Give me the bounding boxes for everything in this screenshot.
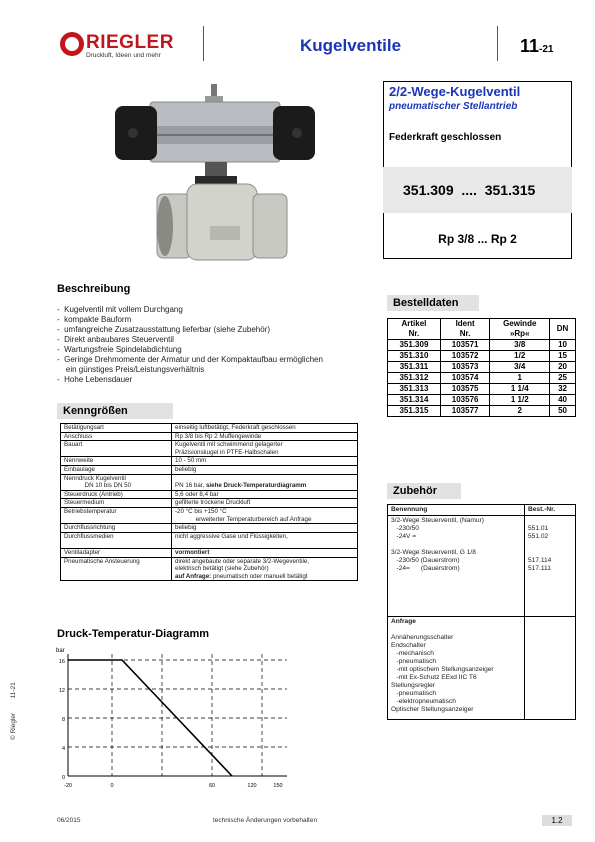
x-tick: 150 [273, 783, 283, 789]
product-spring-note: Federkraft geschlossen [389, 132, 502, 143]
table-row [388, 384, 576, 395]
table-cell: 351.314 [388, 395, 441, 406]
section-heading-zubehoer: Zubehör [387, 483, 461, 499]
table-cell: 351.313 [388, 384, 441, 395]
table-cell: 1 1/4 [490, 384, 550, 395]
table-row [61, 474, 358, 490]
table-cell: 15 [550, 351, 576, 362]
table-cell-key: Ventiladapter [61, 548, 172, 557]
table-cell: 103571 [440, 340, 489, 351]
table-row [61, 499, 358, 508]
table-cell: 103574 [440, 373, 489, 384]
table-cell: 103575 [440, 384, 489, 395]
table-cell-key: Durchflussrichtung [61, 524, 172, 533]
y-tick: 16 [58, 659, 65, 665]
table-cell-value: beliebig [172, 524, 358, 533]
table-cell: 25 [550, 373, 576, 384]
footer-date: 06/2015 [57, 817, 81, 824]
table-row [61, 441, 358, 457]
y-tick: 8 [61, 717, 65, 723]
diagram-ylabel: bar [56, 648, 65, 654]
table-cell: 103576 [440, 395, 489, 406]
table-cell: 20 [550, 362, 576, 373]
table-cell: 351.315 [388, 406, 441, 417]
zubehoer-block-valves: 3/2-Wege Steuerventil, (Namur) -230/50 -24V = 3/2-Wege Steuerventil, G 1/8 -230/50 (Dauerstrom) -24= (Dauerstrom) [388, 516, 525, 617]
table-cell: 103577 [440, 406, 489, 417]
table-cell-key: Betriebstemperatur [61, 507, 172, 523]
table-cell: 103573 [440, 362, 489, 373]
table-cell-key: Anschluss [61, 432, 172, 441]
bestelldaten-table [387, 318, 576, 417]
list-item: - Wartungsfreie Spindelabdichtung [57, 345, 182, 354]
x-tick: 120 [247, 783, 257, 789]
table-cell-value: beliebig [172, 465, 358, 474]
list-item: - Hohe Lebensdauer [57, 375, 133, 384]
table-cell-key: Nenndruck Kugelventil DN 10 bis DN 50 [61, 474, 172, 490]
section-heading-beschreibung: Beschreibung [57, 283, 131, 295]
table-row [388, 395, 576, 406]
table-cell: 3/8 [490, 340, 550, 351]
section-heading-diagram: Druck-Temperatur-Diagramm [57, 628, 210, 640]
table-cell-value: Kugelventil mit schwimmend gelagerter Präzisionskugel in PTFE-Halbschalen [172, 441, 358, 457]
zubehoer-table [387, 504, 576, 720]
table-row [61, 465, 358, 474]
table-cell-value: Rp 3/8 bis Rp 2 Muffengewinde [172, 432, 358, 441]
table-cell: 40 [550, 395, 576, 406]
table-row [388, 340, 576, 351]
section-heading-kenngroessen: Kenngrößen [57, 403, 173, 419]
table-row [61, 490, 358, 499]
y-tick: 0 [61, 775, 65, 781]
table-cell-value: einseitig luftbetätigt, Federkraft geschlossen [172, 424, 358, 433]
table-row [388, 351, 576, 362]
table-cell: 351.310 [388, 351, 441, 362]
table-cell: 351.311 [388, 362, 441, 373]
table-row [61, 432, 358, 441]
product-image [95, 76, 335, 266]
table-row [61, 532, 358, 548]
table-header-cell: Artikel Nr. [388, 319, 441, 340]
table-header-cell: Ident Nr. [440, 319, 489, 340]
table-header-cell: DN [550, 319, 576, 340]
table-cell: 1/2 [490, 351, 550, 362]
list-item: ein günstiges Preis/Leistungsverhältnis [57, 365, 205, 374]
x-tick: -20 [64, 783, 72, 789]
list-item: - Direkt anbaubares Steuerventil [57, 335, 174, 344]
table-cell-key: Einbaulage [61, 465, 172, 474]
footer-page-number: 1.2 [542, 815, 572, 826]
table-cell-key: Pneumatische Ansteuerung [61, 557, 172, 581]
product-subtitle: pneumatischer Stellantrieb [389, 101, 518, 112]
zubehoer-block-valves-nr: 551.01 551.02 517.114 517.111 [525, 516, 576, 617]
table-cell: 32 [550, 384, 576, 395]
brand-tagline: Druckluft, Ideen und mehr [86, 52, 161, 59]
table-cell-value: vormontiert [172, 548, 358, 557]
thread-range: Rp 3/8 ... Rp 2 [438, 232, 517, 246]
table-cell-value: gefilterte trockene Druckluft [172, 499, 358, 508]
table-cell: 351.312 [388, 373, 441, 384]
table-cell-value: PN 16 bar, siehe Druck-Temperaturdiagramm [172, 474, 358, 490]
table-cell: 1 1/2 [490, 395, 550, 406]
kenngroessen-table [60, 423, 358, 581]
table-cell-key: Nennweite [61, 457, 172, 466]
table-cell-value: direkt angebaute oder separate 3/2-Wegeventile, elektrisch betätigt (siehe Zubehör) auf Anfrage: pneumatisch oder manuell betätigt [172, 557, 358, 581]
table-row [61, 524, 358, 533]
pressure-temperature-diagram [52, 642, 297, 792]
table-cell-key: Steuerdruck (Antrieb) [61, 490, 172, 499]
footer-note: technische Änderungen vorbehalten [213, 817, 318, 824]
table-cell: 351.309 [388, 340, 441, 351]
table-header-cell: Gewinde »Rp« [490, 319, 550, 340]
zubehoer-col-name: Benennung [388, 505, 525, 516]
table-cell-key: Durchflussmedien [61, 532, 172, 548]
table-header-row [388, 319, 576, 340]
table-cell-key: Bauart [61, 441, 172, 457]
table-row [61, 557, 358, 581]
list-item: - Geringe Drehmomente der Armatur und der Kompaktaufbau ermöglichen [57, 355, 323, 364]
table-cell: 10 [550, 340, 576, 351]
table-cell: 103572 [440, 351, 489, 362]
table-row [61, 548, 358, 557]
table-cell-key: Betätigungsart [61, 424, 172, 433]
table-cell-value: 10 - 50 mm [172, 457, 358, 466]
list-item: - umfangreiche Zusatzausstattung lieferbar (siehe Zubehör) [57, 325, 270, 334]
table-cell-value: 5,6 oder 8,4 bar [172, 490, 358, 499]
page-number: 11-21 [520, 36, 554, 56]
table-row [388, 406, 576, 417]
side-copyright: © Riegler 11-21 [10, 682, 17, 740]
article-range: 351.309 .... 351.315 [403, 182, 536, 198]
y-tick: 4 [61, 746, 65, 752]
table-cell-key: Steuermedium [61, 499, 172, 508]
header-divider [203, 26, 204, 61]
table-row [61, 424, 358, 433]
zubehoer-block-anfrage-nr [525, 617, 576, 720]
table-cell: 3/4 [490, 362, 550, 373]
list-item: - Kugelventil mit vollem Durchgang [57, 305, 183, 314]
logo-mark-icon [60, 32, 84, 56]
product-title: 2/2-Wege-Kugelventil [389, 84, 521, 99]
table-cell: 50 [550, 406, 576, 417]
list-item: - kompakte Bauform [57, 315, 132, 324]
page-title: Kugelventile [300, 36, 402, 55]
table-cell: 2 [490, 406, 550, 417]
x-tick: 0 [110, 783, 114, 789]
brand-name: RIEGLER [86, 32, 174, 53]
header-divider [497, 26, 498, 61]
table-row [388, 362, 576, 373]
table-cell: 1 [490, 373, 550, 384]
zubehoer-col-nr: Best.-Nr. [525, 505, 576, 516]
table-row [61, 457, 358, 466]
table-row [61, 507, 358, 523]
table-cell-value: nicht aggressive Gase und Flüssigkeiten, [172, 532, 358, 548]
table-row [388, 373, 576, 384]
section-heading-bestelldaten: Bestelldaten [387, 295, 479, 311]
y-tick: 12 [58, 688, 65, 694]
zubehoer-block-anfrage: Anfrage Annäherungsschalter Endschalter -mechanisch -pneumatisch -mit optischem Stellungsanzeiger -mit Ex-Schutz EExd IIC T6 Stellungsregler -pneumatisch -elektropneumatisch Optischer Stellungsanzeiger [388, 617, 525, 720]
x-tick: 60 [208, 783, 216, 789]
table-cell-value: -20 °C bis +150 °C erweiterter Temperaturbereich auf Anfrage [172, 507, 358, 523]
description-list [57, 305, 323, 385]
